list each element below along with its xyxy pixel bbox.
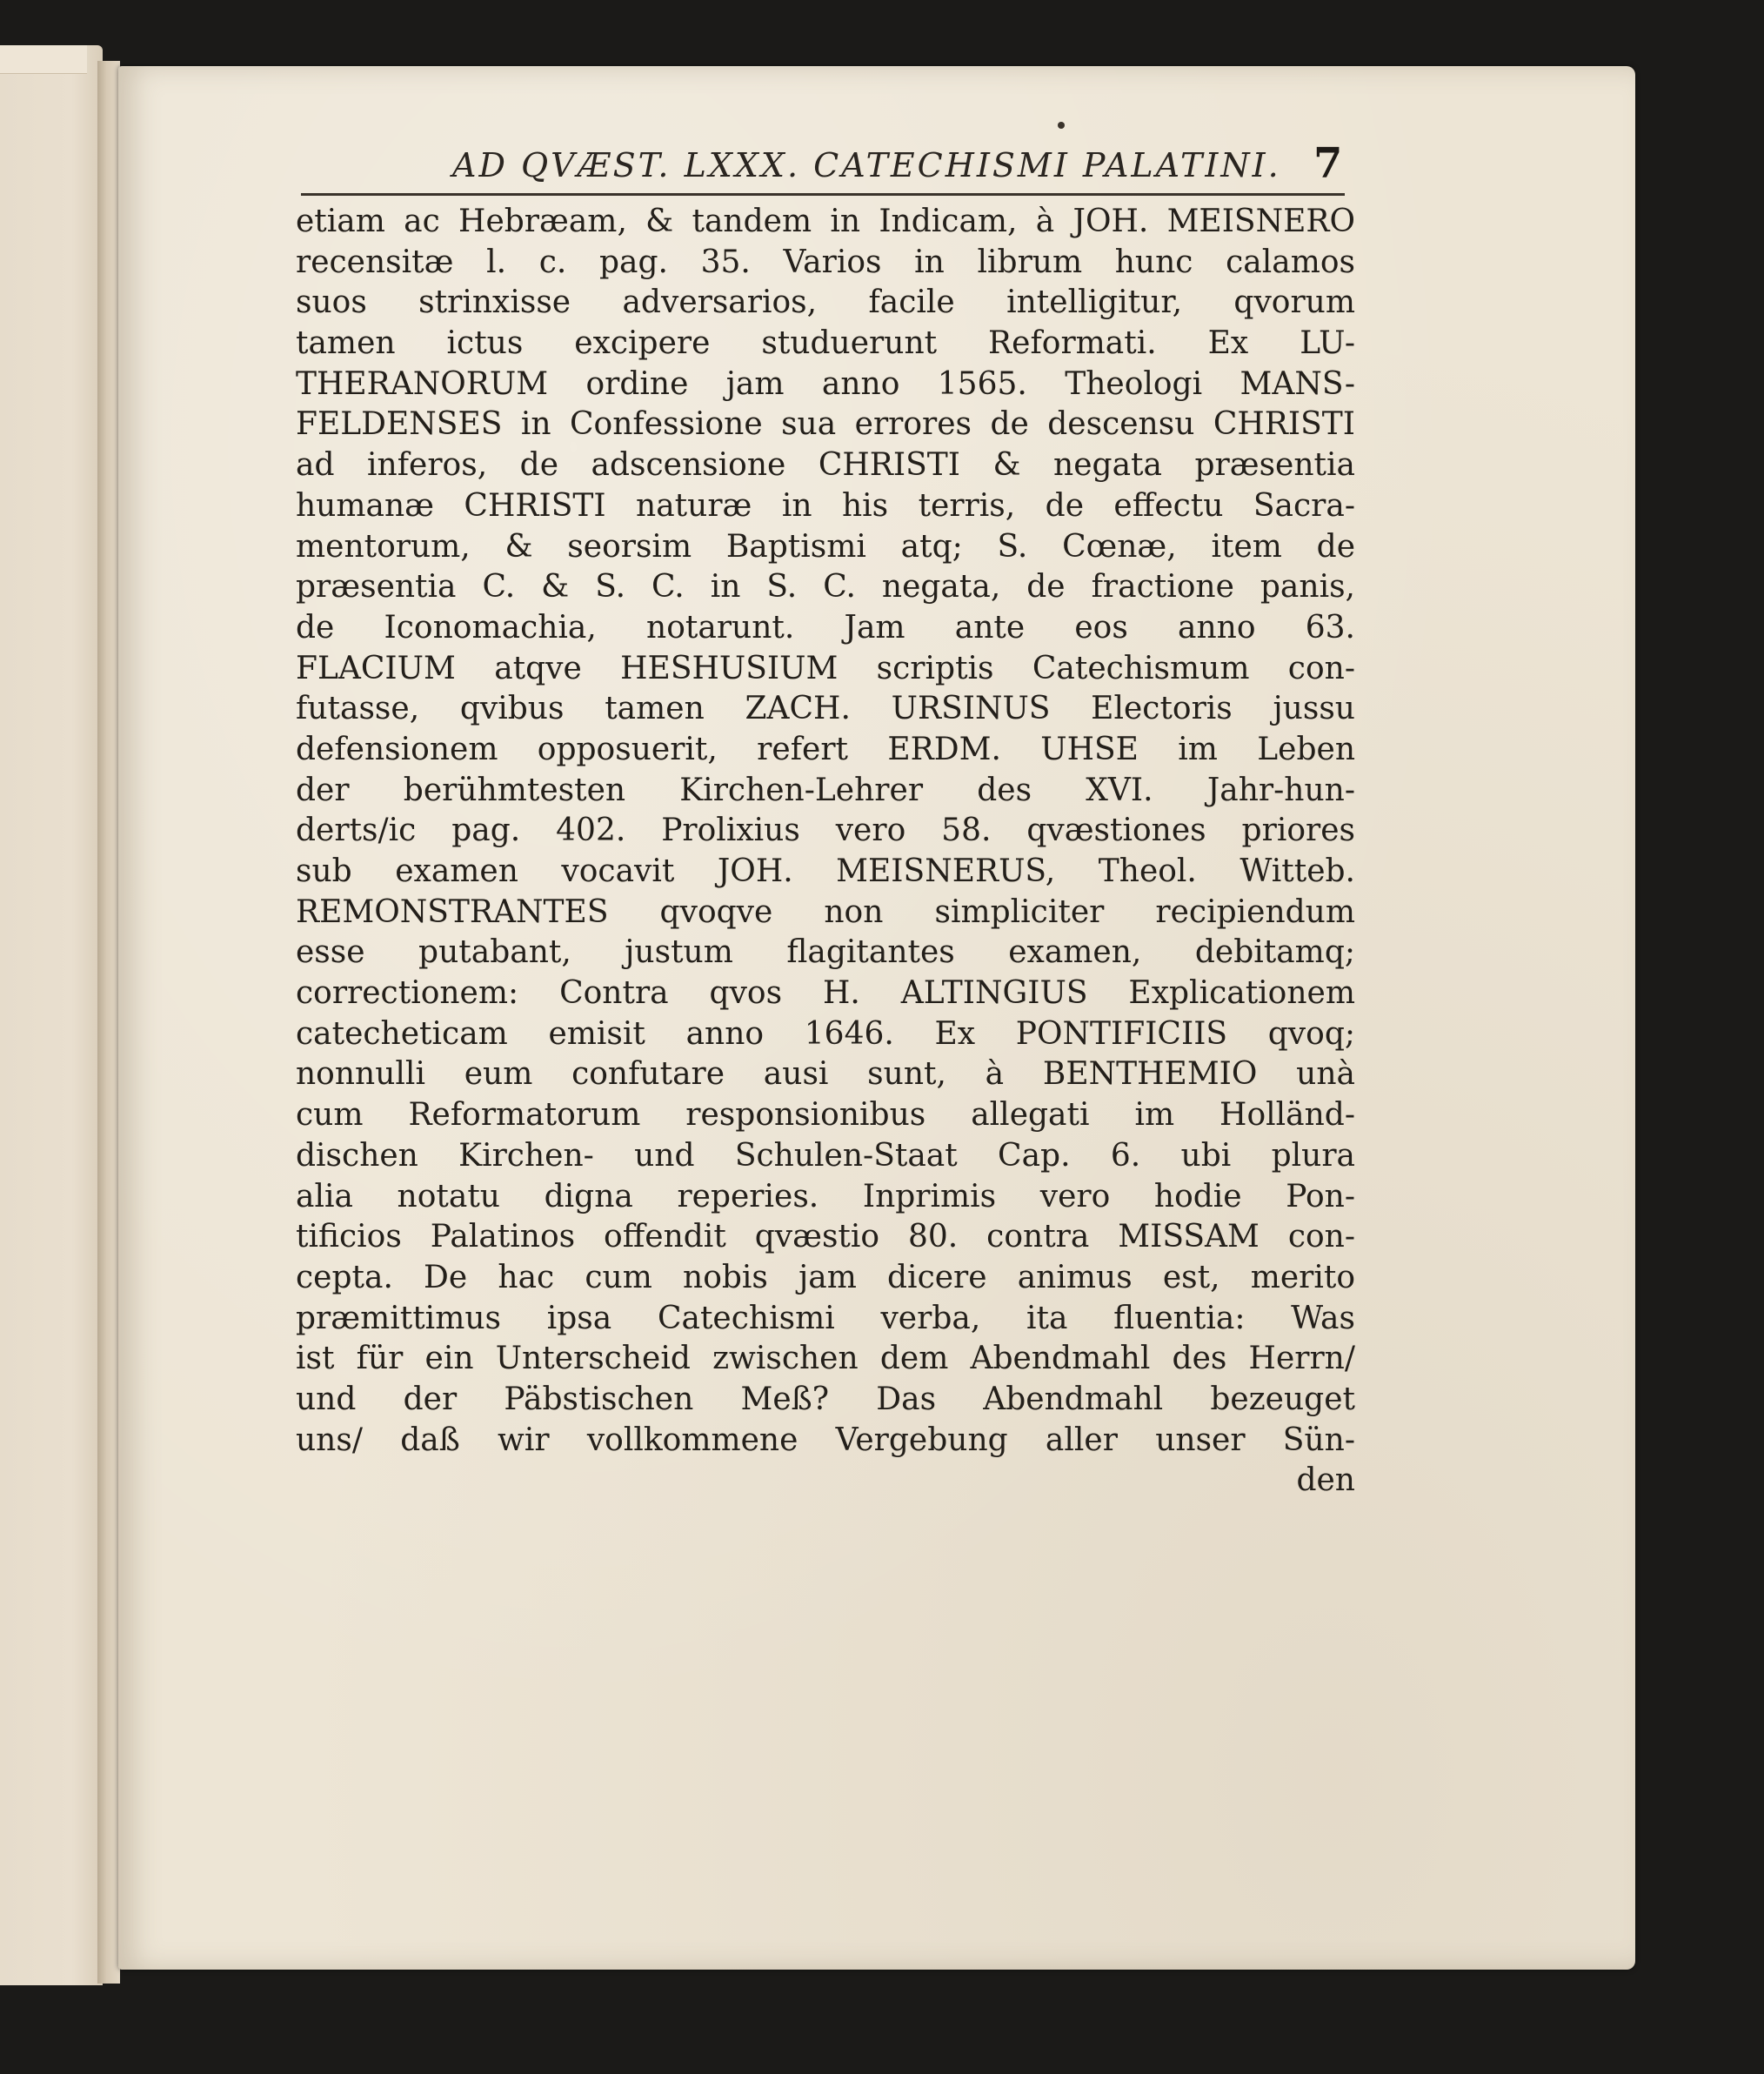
text-line: catecheticam emisit anno 1646. Ex PONTIFICIIS qvoq; bbox=[296, 1015, 1355, 1052]
header-rule bbox=[301, 193, 1345, 196]
text-line: FELDENSES in Confessione sua errores de descensu CHRISTI bbox=[296, 406, 1355, 443]
text-line: cepta. De hac cum nobis jam dicere animus est, merito bbox=[296, 1259, 1355, 1295]
running-head: AD QVÆST. LXXX. CATECHISMI PALATINI. bbox=[452, 146, 1281, 184]
text-line: derts/ic pag. 402. Prolixius vero 58. qvæstiones priores bbox=[296, 813, 1355, 849]
text-line: alia notatu digna reperies. Inprimis vero hodie Pon- bbox=[296, 1178, 1355, 1214]
catchword: den bbox=[1296, 1462, 1355, 1499]
text-line: futasse, qvibus tamen ZACH. URSINUS Electoris jussu bbox=[296, 691, 1355, 727]
text-line: cum Reformatorum responsionibus allegati im Holländ- bbox=[296, 1097, 1355, 1134]
body-text bbox=[296, 202, 1355, 1502]
text-line: dischen Kirchen- und Schulen-Staat Cap. 6. ubi plura bbox=[296, 1137, 1355, 1174]
text-line: recensitæ l. c. pag. 35. Varios in librum hunc calamos bbox=[296, 244, 1355, 280]
page-number: 7 bbox=[1313, 139, 1343, 188]
text-line: præsentia C. & S. C. in S. C. negata, de fractione panis, bbox=[296, 569, 1355, 605]
text-line: etiam ac Hebræam, & tandem in Indicam, à JOH. MEISNERO bbox=[296, 204, 1355, 239]
text-line: ad inferos, de adscensione CHRISTI & negata præsentia bbox=[296, 447, 1355, 484]
text-line: und der Päbstischen Meß? Das Abendmahl bezeuget bbox=[296, 1381, 1355, 1417]
facing-page-edge bbox=[0, 45, 103, 1985]
book-gutter bbox=[97, 61, 120, 1984]
text-line: uns/ daß wir vollkommene Vergebung aller unser Sün- bbox=[296, 1422, 1355, 1458]
text-line: tificios Palatinos offendit qvæstio 80. contra MISSAM con- bbox=[296, 1219, 1355, 1255]
text-line: præmittimus ipsa Catechismi verba, ita fluentia: Was bbox=[296, 1300, 1355, 1336]
text-line: FLACIUM atqve HESHUSIUM scriptis Catechismum con- bbox=[296, 650, 1355, 686]
facing-page-corner bbox=[0, 45, 87, 74]
text-line: defensionem opposuerit, refert ERDM. UHSE im Leben bbox=[296, 731, 1355, 767]
text-line: THERANORUM ordine jam anno 1565. Theologi MANS- bbox=[296, 365, 1355, 402]
text-line: ist für ein Unterscheid zwischen dem Abendmahl des Herrn/ bbox=[296, 1341, 1355, 1377]
text-line: suos strinxisse adversarios, facile intelligitur, qvorum bbox=[296, 284, 1355, 321]
text-line: nonnulli eum confutare ausi sunt, à BENTHEMIO unà bbox=[296, 1056, 1355, 1093]
ink-speck bbox=[1058, 122, 1065, 129]
text-line: der berühmtesten Kirchen-Lehrer des XVI. Jahr-hun- bbox=[296, 772, 1355, 808]
text-line: humanæ CHRISTI naturæ in his terris, de effectu Sacra- bbox=[296, 487, 1355, 524]
text-line: mentorum, & seorsim Baptismi atq; S. Cœnæ, item de bbox=[296, 528, 1355, 565]
text-line: correctionem: Contra qvos H. ALTINGIUS Explicationem bbox=[296, 975, 1355, 1012]
text-line: de Iconomachia, notarunt. Jam ante eos anno 63. bbox=[296, 609, 1355, 646]
text-line: esse putabant, justum flagitantes examen, debitamq; bbox=[296, 934, 1355, 971]
text-line: tamen ictus excipere studuerunt Reformati. Ex LU- bbox=[296, 325, 1355, 362]
text-line: REMONSTRANTES qvoqve non simpliciter recipiendum bbox=[296, 893, 1355, 930]
text-line: sub examen vocavit JOH. MEISNERUS, Theol. Witteb. bbox=[296, 853, 1355, 889]
